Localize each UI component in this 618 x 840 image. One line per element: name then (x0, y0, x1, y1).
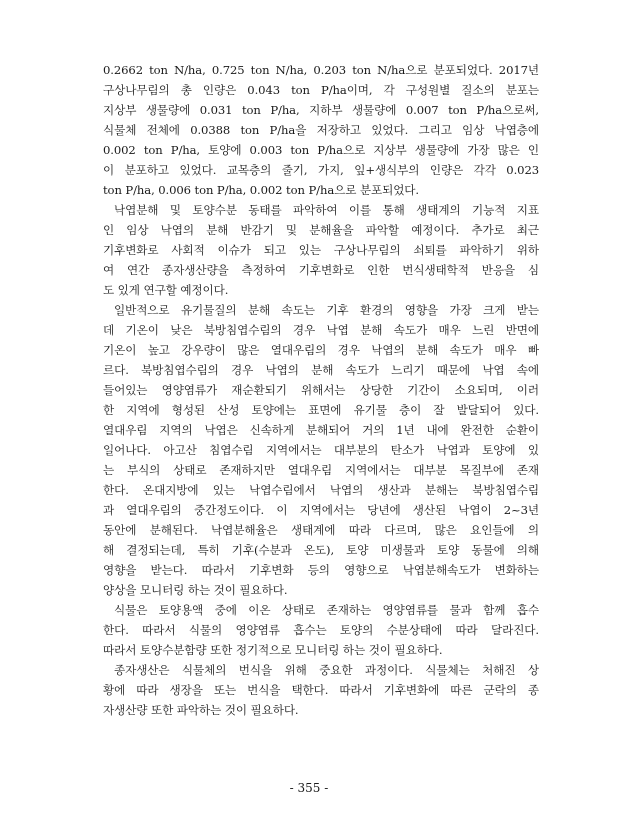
text-line: 낙엽분해 및 토양수분 동태를 파악하여 이를 통해 생태계의 기능적 지표 (114, 203, 539, 217)
paragraph-decomposition-rate (103, 300, 539, 600)
body-text (103, 60, 539, 720)
text-line: 기후변화로 사회적 이슈가 되고 있는 구상나무림의 쇠퇴를 파악하기 위하 (103, 243, 539, 257)
text-line: 황에 따라 생장을 또는 번식을 택한다. 따라서 기후변화에 따른 군락의 종 (103, 683, 539, 697)
paragraph-nutrient-distribution (103, 60, 539, 200)
text-line: 이 분포하고 있었다. 교목층의 줄기, 가지, 잎+생식부의 인량은 각각 0.023 (103, 163, 539, 177)
text-line: 열대우림 지역의 낙엽은 신속하게 분해되어 거의 1년 내에 완전한 순환이 (103, 423, 539, 437)
text-line: 도 있게 연구할 예정이다. (103, 283, 229, 297)
text-line: 한 지역에 형성된 산성 토양에는 표면에 유기물 층이 잘 발달되어 있다. (103, 403, 539, 417)
text-line: 들어있는 영양염류가 재순환되기 위해서는 상당한 기간이 소요되며, 이러 (103, 383, 539, 397)
text-line: 양상을 모니터링 하는 것이 필요하다. (103, 583, 288, 597)
text-line: 지상부 생물량에 0.031 ton P/ha, 지하부 생물량에 0.007 ton P/ha으로써, (103, 103, 539, 117)
text-line: 기온이 높고 강우량이 많은 열대우림의 경우 낙엽의 분해 속도가 매우 빠 (103, 343, 539, 357)
text-line: 해 결정되는데, 특히 기후(수분과 온도), 토양 미생물과 토양 동물에 의해 (103, 543, 539, 557)
text-line: 0.2662 ton N/ha, 0.725 ton N/ha, 0.203 ton N/ha으로 분포되었다. 2017년 (103, 63, 539, 77)
paragraph-litter-decomposition-plan (103, 200, 539, 300)
text-line: 인 임상 낙엽의 분해 반감기 및 분해율을 파악할 예정이다. 추가로 최근 (103, 223, 539, 237)
text-line: 여 연간 종자생산량을 측정하여 기후변화로 인한 번식생태학적 반응을 심 (103, 263, 539, 277)
page-number: - 355 - (289, 781, 329, 795)
text-line: 데 기온이 낮은 북방침엽수림의 경우 낙엽 분해 속도가 매우 느린 반면에 (103, 323, 539, 337)
text-line: ton P/ha, 0.006 ton P/ha, 0.002 ton P/ha으로 분포되었다. (103, 183, 419, 197)
text-line: 구상나무림의 총 인량은 0.043 ton P/ha이며, 각 구성원별 질소의 분포는 (103, 83, 539, 97)
text-line: 영향을 받는다. 따라서 기후변화 등의 영향으로 낙엽분해속도가 변화하는 (103, 563, 539, 577)
paragraph-seed-production (103, 660, 539, 720)
text-line: 따라서 토양수분함량 또한 정기적으로 모니터링 하는 것이 필요하다. (103, 643, 443, 657)
text-line: 종자생산은 식물체의 번식을 위해 중요한 과정이다. 식물체는 처해진 상 (114, 663, 539, 677)
text-line: 식물체 전체에 0.0388 ton P/ha을 저장하고 있었다. 그리고 임상 낙엽층에 (103, 123, 539, 137)
text-line: 일어나다. 아고산 침엽수림 지역에서는 대부분의 탄소가 낙엽과 토양에 있 (103, 443, 539, 457)
text-line: 한다. 온대지방에 있는 낙엽수림에서 낙엽의 생산과 분해는 북방침엽수림 (103, 483, 539, 497)
text-line: 자생산량 또한 파악하는 것이 필요하다. (103, 703, 299, 717)
text-line: 는 부식의 상태로 존재하지만 열대우림 지역에서는 대부분 목질부에 존재 (103, 463, 539, 477)
text-line: 0.002 ton P/ha, 토양에 0.003 ton P/ha으로 지상부 생물량에 가장 많은 인 (103, 143, 539, 157)
text-line: 동안에 분해된다. 낙엽분해율은 생태계에 따라 다르며, 많은 요인들에 의 (103, 523, 539, 537)
text-line: 과 열대우림의 중간정도이다. 이 지역에서는 당년에 생산된 낙엽이 2~3년 (103, 503, 539, 517)
text-line: 식물은 토양용액 중에 이온 상태로 존재하는 영양염류를 물과 함께 흡수 (114, 603, 539, 617)
text-line: 르다. 북방침엽수림의 경우 낙엽의 분해 속도가 느리기 때문에 낙엽 속에 (103, 363, 539, 377)
text-line: 한다. 따라서 식물의 영양염류 흡수는 토양의 수분상태에 따라 달라진다. (103, 623, 539, 637)
paragraph-soil-moisture (103, 600, 539, 660)
text-line: 일반적으로 유기물질의 분해 속도는 기후 환경의 영향을 가장 크게 받는 (114, 303, 539, 317)
